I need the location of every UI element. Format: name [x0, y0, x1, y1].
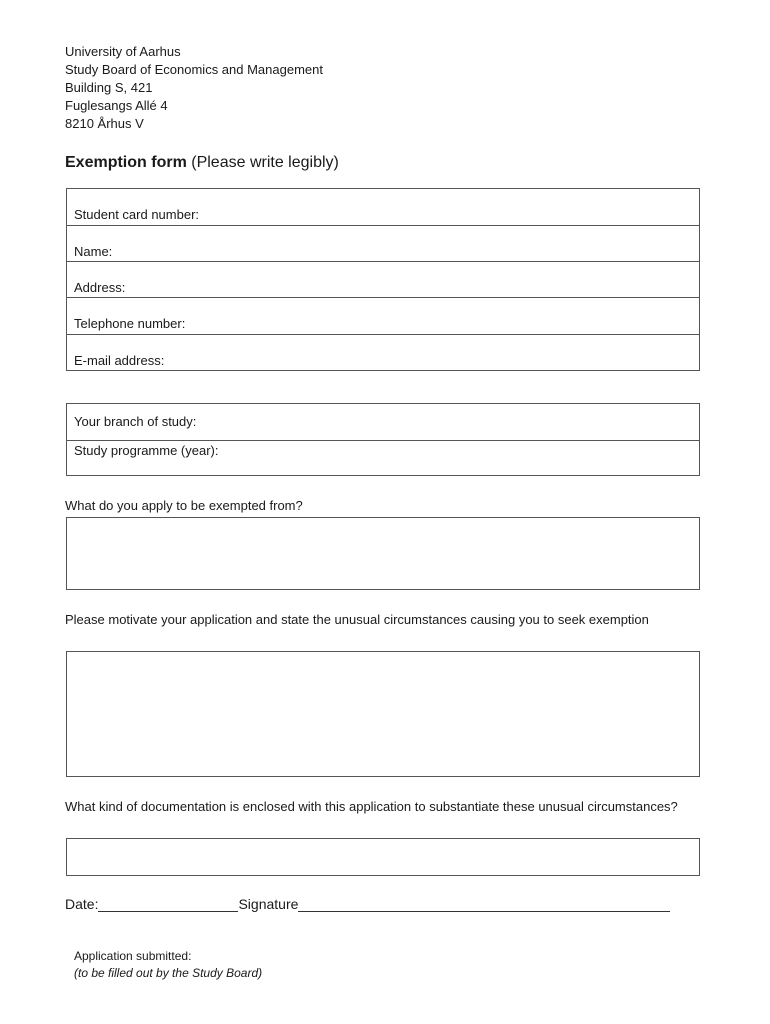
date-signature-line [65, 896, 670, 912]
question-documentation: What kind of documentation is enclosed with this application to substantiate these unusual circumstances? [65, 799, 678, 814]
address-field[interactable]: Address: [67, 261, 699, 297]
question-motivation: Please motivate your application and state the unusual circumstances causing you to seek exemption [65, 612, 649, 627]
form-title-note: (Please write legibly) [191, 154, 339, 171]
submitted-note: (to be filled out by the Study Board) [74, 966, 263, 980]
submitted-label: Application submitted: [74, 949, 192, 963]
student-card-field[interactable]: Student card number: [74, 207, 200, 222]
motivation-answer-box[interactable] [66, 651, 700, 777]
question-exempted-from: What do you apply to be exempted from? [65, 498, 303, 513]
address-line: Fuglesangs Allé 4 [65, 98, 168, 113]
telephone-field[interactable]: Telephone number: [67, 297, 699, 333]
email-field[interactable]: E-mail address: [67, 334, 699, 370]
address-line: Study Board of Economics and Management [65, 62, 323, 77]
application-submitted-block [74, 948, 262, 982]
date-blank[interactable] [98, 897, 238, 912]
form-title-bold: Exemption form [65, 154, 187, 171]
address-line: University of Aarhus [65, 44, 181, 59]
signature-label: Signature [238, 896, 299, 912]
exempted-from-answer-box[interactable] [66, 517, 700, 590]
sender-address [65, 43, 323, 133]
study-details-box [66, 403, 700, 476]
address-line: 8210 Århus V [65, 116, 144, 131]
date-label: Date: [65, 896, 99, 912]
signature-blank[interactable] [298, 897, 670, 912]
study-programme-field[interactable]: Study programme (year): [67, 440, 699, 476]
documentation-answer-box[interactable] [66, 838, 700, 876]
address-line: Building S, 421 [65, 80, 153, 95]
branch-of-study-field[interactable]: Your branch of study: [74, 414, 197, 429]
form-title [65, 154, 339, 172]
name-field[interactable]: Name: [67, 225, 699, 261]
personal-details-box [66, 188, 700, 371]
